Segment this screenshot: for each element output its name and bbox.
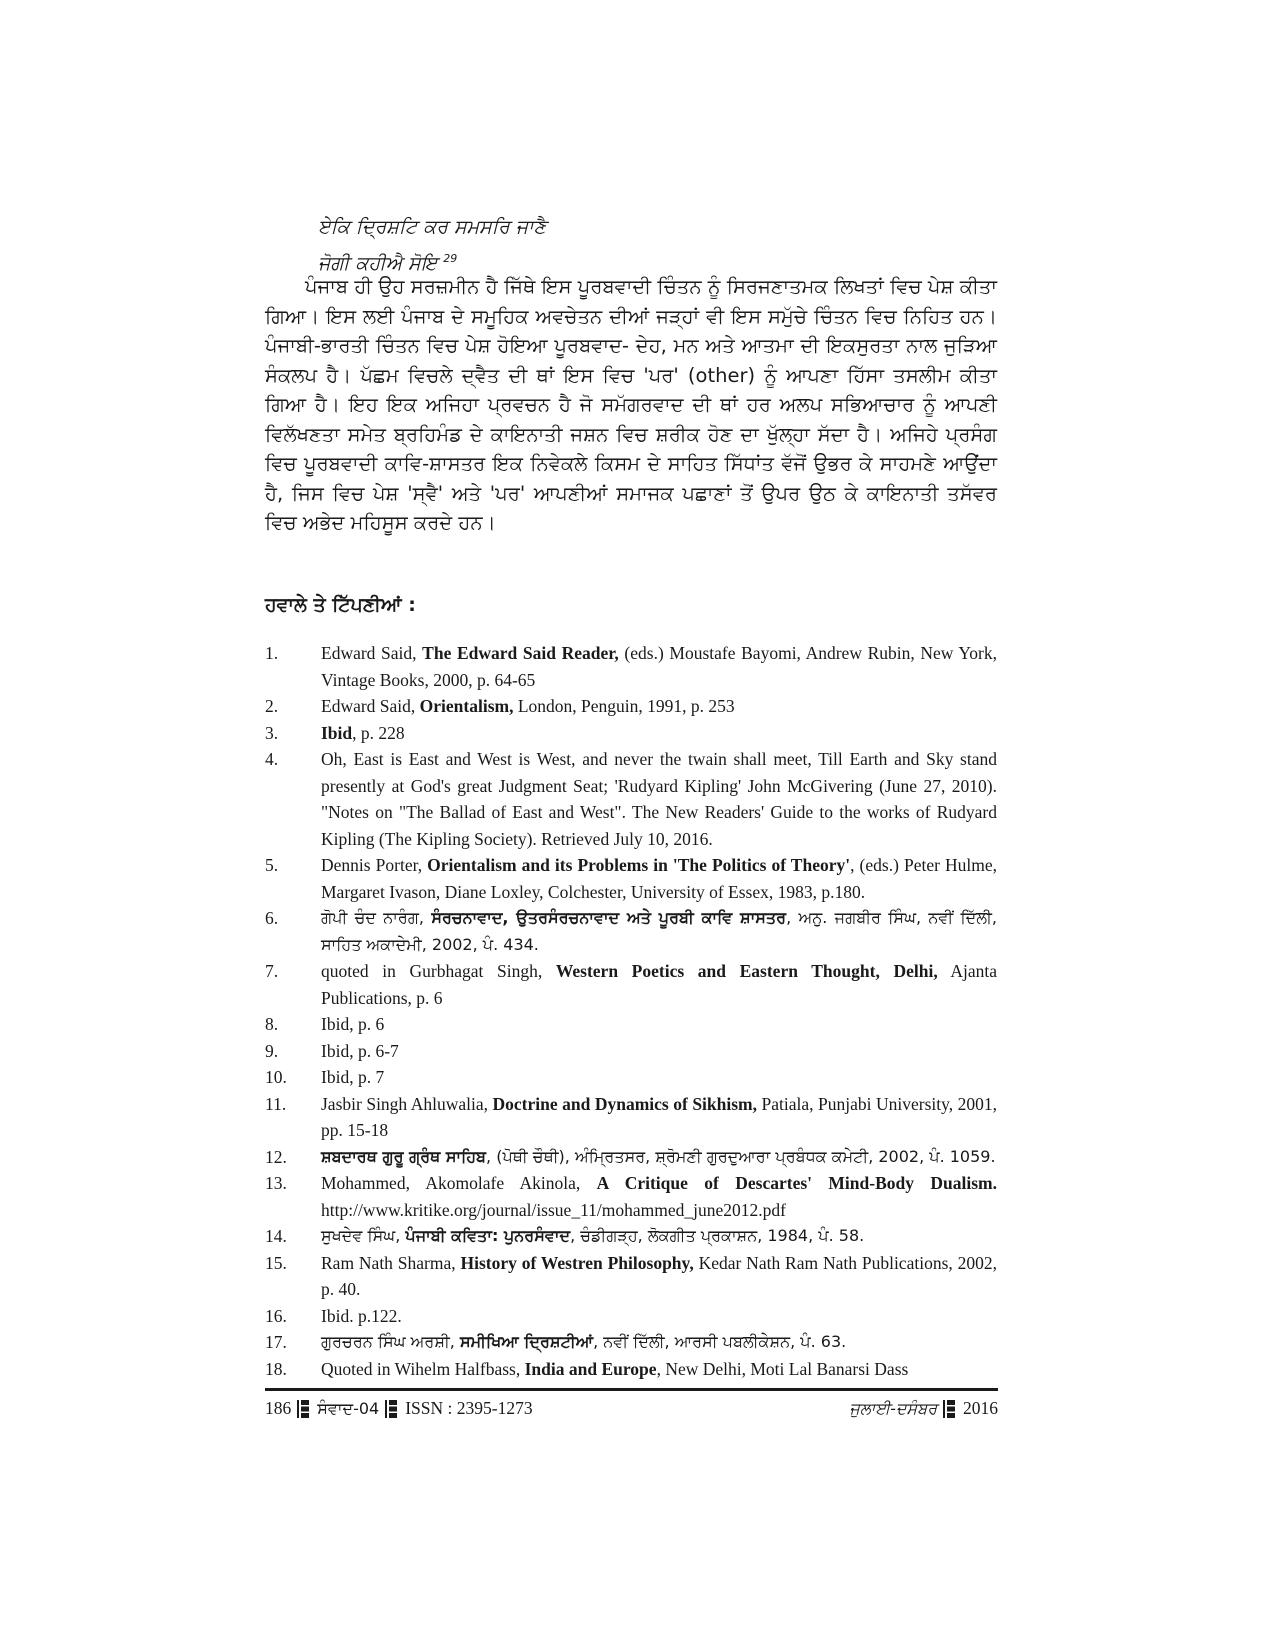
reference-details: http://www.kritike.org/journal/issue_11/mohammed_june2012.pdf — [321, 1199, 786, 1220]
reference-item — [265, 852, 997, 905]
reference-text: Ibid, p. 6-7 — [321, 1040, 399, 1061]
reference-number: 13. — [265, 1173, 287, 1193]
reference-text: Ibid, p. 7 — [321, 1067, 385, 1087]
reference-number: 16. — [265, 1305, 287, 1326]
reference-text: Ibid, p. 6 — [321, 1014, 385, 1034]
issue-period: ਜੁਲਾਈ-ਦਸੰਬਰ — [849, 1398, 937, 1418]
reference-text: Ram Nath Sharma, — [321, 1252, 461, 1273]
verse-line-1: ਏਕਿ ਦ੍ਰਿਸ਼ਟਿ ਕਰ ਸਮਸਰਿ ਜਾਣੈ — [318, 216, 546, 238]
reference-number: 6. — [265, 908, 279, 928]
reference-title: ਸੰਰਚਨਾਵਾਦ, ਉਤਰਸੰਰਚਨਾਵਾਦ ਅਤੇ ਪੂਰਬੀ ਕਾਵਿ ਸ਼ਾਸਤਰ — [431, 908, 787, 927]
reference-title: ਸ਼ਬਦਾਰਥ ਗੁਰੂ ਗ੍ਰੰਥ ਸਾਹਿਬ — [321, 1146, 487, 1166]
reference-text: ਸੁਖਦੇਵ ਸਿੰਘ, — [321, 1226, 406, 1245]
page-footer — [265, 1398, 998, 1428]
reference-number: 10. — [265, 1067, 287, 1087]
reference-title: The Edward Said Reader, — [422, 643, 619, 663]
body-paragraph: ਪੰਜਾਬ ਹੀ ਉਹ ਸਰਜ਼ਮੀਨ ਹੈ ਜਿੱਥੇ ਇਸ ਪੂਰਬਵਾਦੀ ਚਿੰਤਨ ਨੂੰ ਸਿਰਜਣਾਤਮਕ ਲਿਖਤਾਂ ਵਿਚ ਪੇਸ਼ ਕੀਤਾ ਗਿਆ। ਇਸ ਲਈ ਪੰਜਾਬ ਦੇ ਸਮੂਹਿਕ ਅਵਚੇਤਨ ਦੀਆਂ ਜੜ੍ਹਾਂ ਵੀ ਇਸ ਸਮੁੱਚੇ ਚਿੰਤਨ ਵਿਚ ਨਿਹਿਤ ਹਨ। ਪੰਜਾਬੀ-ਭਾਰਤੀ ਚਿੰਤਨ ਵਿਚ ਪੇਸ਼ ਹੋਇਆ ਪੂਰਬਵਾਦ- ਦੇਹ, ਮਨ ਅਤੇ ਆਤਮਾ ਦੀ ਇਕਸੁਰਤਾ ਨਾਲ ਜੁੜਿਆ ਸੰਕਲਪ ਹੈ। ਪੱਛਮ ਵਿਚਲੇ ਦ੍ਵੈਤ ਦੀ ਥਾਂ ਇਸ ਵਿਚ 'ਪਰ' (other) ਨੂੰ ਆਪਣਾ ਹਿੱਸਾ ਤਸਲੀਮ ਕੀਤਾ ਗਿਆ ਹੈ। ਇਹ ਇਕ ਅਜਿਹਾ ਪ੍ਰਵਚਨ ਹੈ ਜੋ ਸਮੱਗਰਵਾਦ ਦੀ ਥਾਂ ਹਰ ਅਲਪ ਸਭਿਆਚਾਰ ਨੂੰ ਆਪਣੀ ਵਿਲੱਖਣਤਾ ਸਮੇਤ ਬ੍ਰਹਿਮੰਡ ਦੇ ਕਾਇਨਾਤੀ ਜਸ਼ਨ ਵਿਚ ਸ਼ਰੀਕ ਹੋਣ ਦਾ ਖੁੱਲ੍ਹਾ ਸੱਦਾ ਹੈ। ਅਜਿਹੇ ਪ੍ਰਸੰਗ ਵਿਚ ਪੂਰਬਵਾਦੀ ਕਾਵਿ-ਸ਼ਾਸਤਰ ਇਕ ਨਿਵੇਕਲੇ ਕਿਸਮ ਦੇ ਸਾਹਿਤ ਸਿੱਧਾਂਤ ਵੱਜੋਂ ਉਭਰ ਕੇ ਸਾਹਮਣੇ ਆਉਂਦਾ ਹੈ, ਜਿਸ ਵਿਚ ਪੇਸ਼ 'ਸ੍ਵੈ' ਅਤੇ 'ਪਰ' ਆਪਣੀਆਂ ਸਮਾਜਕ ਪਛਾਣਾਂ ਤੋਂ ਉਪਰ ਉਠ ਕੇ ਕਾਇਨਾਤੀ ਤਸੱਵਰ ਵਿਚ ਅਭੇਦ ਮਹਿਸੂਸ ਕਰਦੇ ਹਨ। — [265, 275, 997, 534]
reference-item — [265, 958, 997, 1011]
reference-number: 11. — [265, 1093, 287, 1114]
reference-item — [265, 1250, 997, 1303]
reference-text: ਗੁਰਚਰਨ ਸਿੰਘ ਅਰਸ਼ੀ, — [321, 1332, 460, 1351]
reference-item — [265, 1329, 997, 1356]
reference-item — [265, 1170, 997, 1223]
footnote-marker: 29 — [443, 252, 458, 265]
reference-details: , New Delhi, Moti Lal Banarsi Dass — [656, 1358, 909, 1379]
reference-title: Doctrine and Dynamics of Sikhism, — [492, 1093, 758, 1114]
reference-number: 3. — [265, 722, 279, 743]
reference-details: , p. 228 — [352, 722, 405, 743]
reference-text: Mohammed, Akomolafe Akinola, — [321, 1173, 597, 1193]
reference-text: quoted in Gurbhagat Singh, — [321, 961, 556, 981]
reference-item — [265, 1303, 997, 1330]
reference-details: , ਨਵੀਂ ਦਿੱਲੀ, ਆਰਸੀ ਪਬਲੀਕੇਸ਼ਨ, ਪੰ. 63. — [593, 1332, 847, 1351]
reference-item — [265, 693, 997, 720]
reference-item — [265, 1223, 997, 1250]
reference-details: , (ਪੋਥੀ ਚੌਥੀ), ਅੰਮ੍ਰਿਤਸਰ, ਸ਼੍ਰੋਮਣੀ ਗੁਰਦੁਆਰਾ ਪ੍ਰਬੰਧਕ ਕਮੇਟੀ, 2002, ਪੰ. 1059. — [486, 1146, 996, 1166]
reference-title: Ibid — [321, 722, 353, 743]
reference-number: 4. — [265, 749, 279, 769]
references-list — [265, 640, 997, 1382]
reference-item — [265, 1356, 997, 1383]
reference-number: 12. — [265, 1146, 287, 1167]
reference-text: Jasbir Singh Ahluwalia, — [321, 1093, 493, 1114]
reference-number: 7. — [265, 961, 279, 981]
reference-text: Ibid. p.122. — [321, 1305, 402, 1326]
reference-title: Western Poetics and Eastern Thought, Delhi, — [555, 961, 938, 981]
reference-number: 18. — [265, 1358, 287, 1379]
reference-number: 5. — [265, 855, 279, 875]
reference-title: Orientalism, — [419, 696, 514, 716]
footer-rule — [265, 1388, 998, 1391]
reference-text: ਗੋਪੀ ਚੰਦ ਨਾਰੰਗ, — [321, 908, 432, 927]
reference-title: History of Westren Philosophy, — [460, 1252, 694, 1273]
page-number: 186 — [265, 1398, 292, 1418]
journal-name: ਸੰਵਾਦ-04 — [317, 1398, 380, 1418]
reference-number: 8. — [265, 1014, 279, 1034]
verse-quote — [318, 212, 1018, 279]
reference-details: London, Penguin, 1991, p. 253 — [513, 696, 735, 716]
reference-text: Edward Said, — [321, 643, 423, 663]
reference-item — [265, 1064, 997, 1091]
issn: ISSN : 2395-1273 — [405, 1398, 533, 1418]
footer-left — [265, 1398, 533, 1419]
reference-details: , ਅਨੁ. ਜਗਬੀਰ ਸਿੰਘ, ਨਵੀਂ ਦਿੱਲੀ, ਸਾਹਿਤ ਅਕਾਦੇਮੀ, 2002, ਪੰ. 434. — [321, 908, 997, 954]
reference-title: A Critique of Descartes' Mind-Body Dualism. — [596, 1173, 997, 1193]
reference-number: 9. — [265, 1040, 279, 1061]
reference-number: 17. — [265, 1332, 287, 1352]
reference-details: Ajanta Publications, p. 6 — [321, 961, 998, 1008]
reference-text: Edward Said, — [321, 696, 420, 716]
footer-right — [849, 1398, 998, 1419]
reference-details: Patiala, Punjabi University, 2001, pp. 15-18 — [321, 1093, 998, 1140]
reference-text: Dennis Porter, — [321, 855, 428, 875]
references-heading: ਹਵਾਲੇ ਤੇ ਟਿੱਪਣੀਆਂ : — [265, 594, 416, 616]
reference-number: 14. — [265, 1226, 287, 1246]
reference-number: 1. — [265, 643, 279, 663]
separator-bars-icon — [385, 1400, 399, 1418]
separator-bars-icon — [297, 1400, 311, 1418]
reference-title: ਪੰਜਾਬੀ ਕਵਿਤਾ: ਪੁਨਰਸੰਵਾਦ — [405, 1226, 571, 1245]
reference-item — [265, 640, 997, 693]
reference-item — [265, 905, 997, 958]
reference-title: ਸਮੀਖਿਆ ਦ੍ਰਿਸ਼ਟੀਆਂ — [459, 1332, 594, 1351]
reference-details: Kedar Nath Ram Nath Publications, 2002, p. 40. — [321, 1252, 997, 1299]
reference-item — [265, 746, 997, 852]
reference-text: Quoted in Wihelm Halfbass, — [321, 1358, 525, 1379]
reference-title: India and Europe — [524, 1358, 657, 1379]
reference-text: Oh, East is East and West is West, and never the twain shall meet, Till Earth and Sky stand presently at God's great Judgment Seat; 'Rudyard Kipling' John McGivering (June 27, 2010). "Notes on "The Ballad of East and West". The New Readers' Guide to the works of Rudyard Kipling (The Kipling Society). Retrieved July 10, 2016. — [321, 749, 997, 849]
reference-item — [265, 1038, 997, 1065]
reference-item — [265, 1144, 997, 1171]
reference-details: , (eds.) Peter Hulme, Margaret Ivason, Diane Loxley, Colchester, University of Essex, 1983, p.180. — [321, 855, 997, 902]
verse-line-2-text: ਜੋਗੀ ਕਹੀਐ ਸੋਇ — [318, 252, 438, 275]
reference-item — [265, 1011, 997, 1038]
reference-number: 2. — [265, 696, 279, 716]
reference-title: Orientalism and its Problems in 'The Politics of Theory' — [427, 855, 851, 875]
reference-item — [265, 720, 997, 747]
reference-details: (eds.) Moustafe Bayomi, Andrew Rubin, New York, Vintage Books, 2000, p. 64-65 — [321, 643, 997, 690]
reference-details: , ਚੰਡੀਗੜ੍ਹ, ਲੋਕਗੀਤ ਪ੍ਰਕਾਸ਼ਨ, 1984, ਪੰ. 58. — [570, 1226, 865, 1245]
separator-bars-icon — [943, 1400, 957, 1418]
issue-year: 2016 — [963, 1398, 998, 1418]
reference-item — [265, 1091, 997, 1144]
reference-number: 15. — [265, 1252, 287, 1273]
